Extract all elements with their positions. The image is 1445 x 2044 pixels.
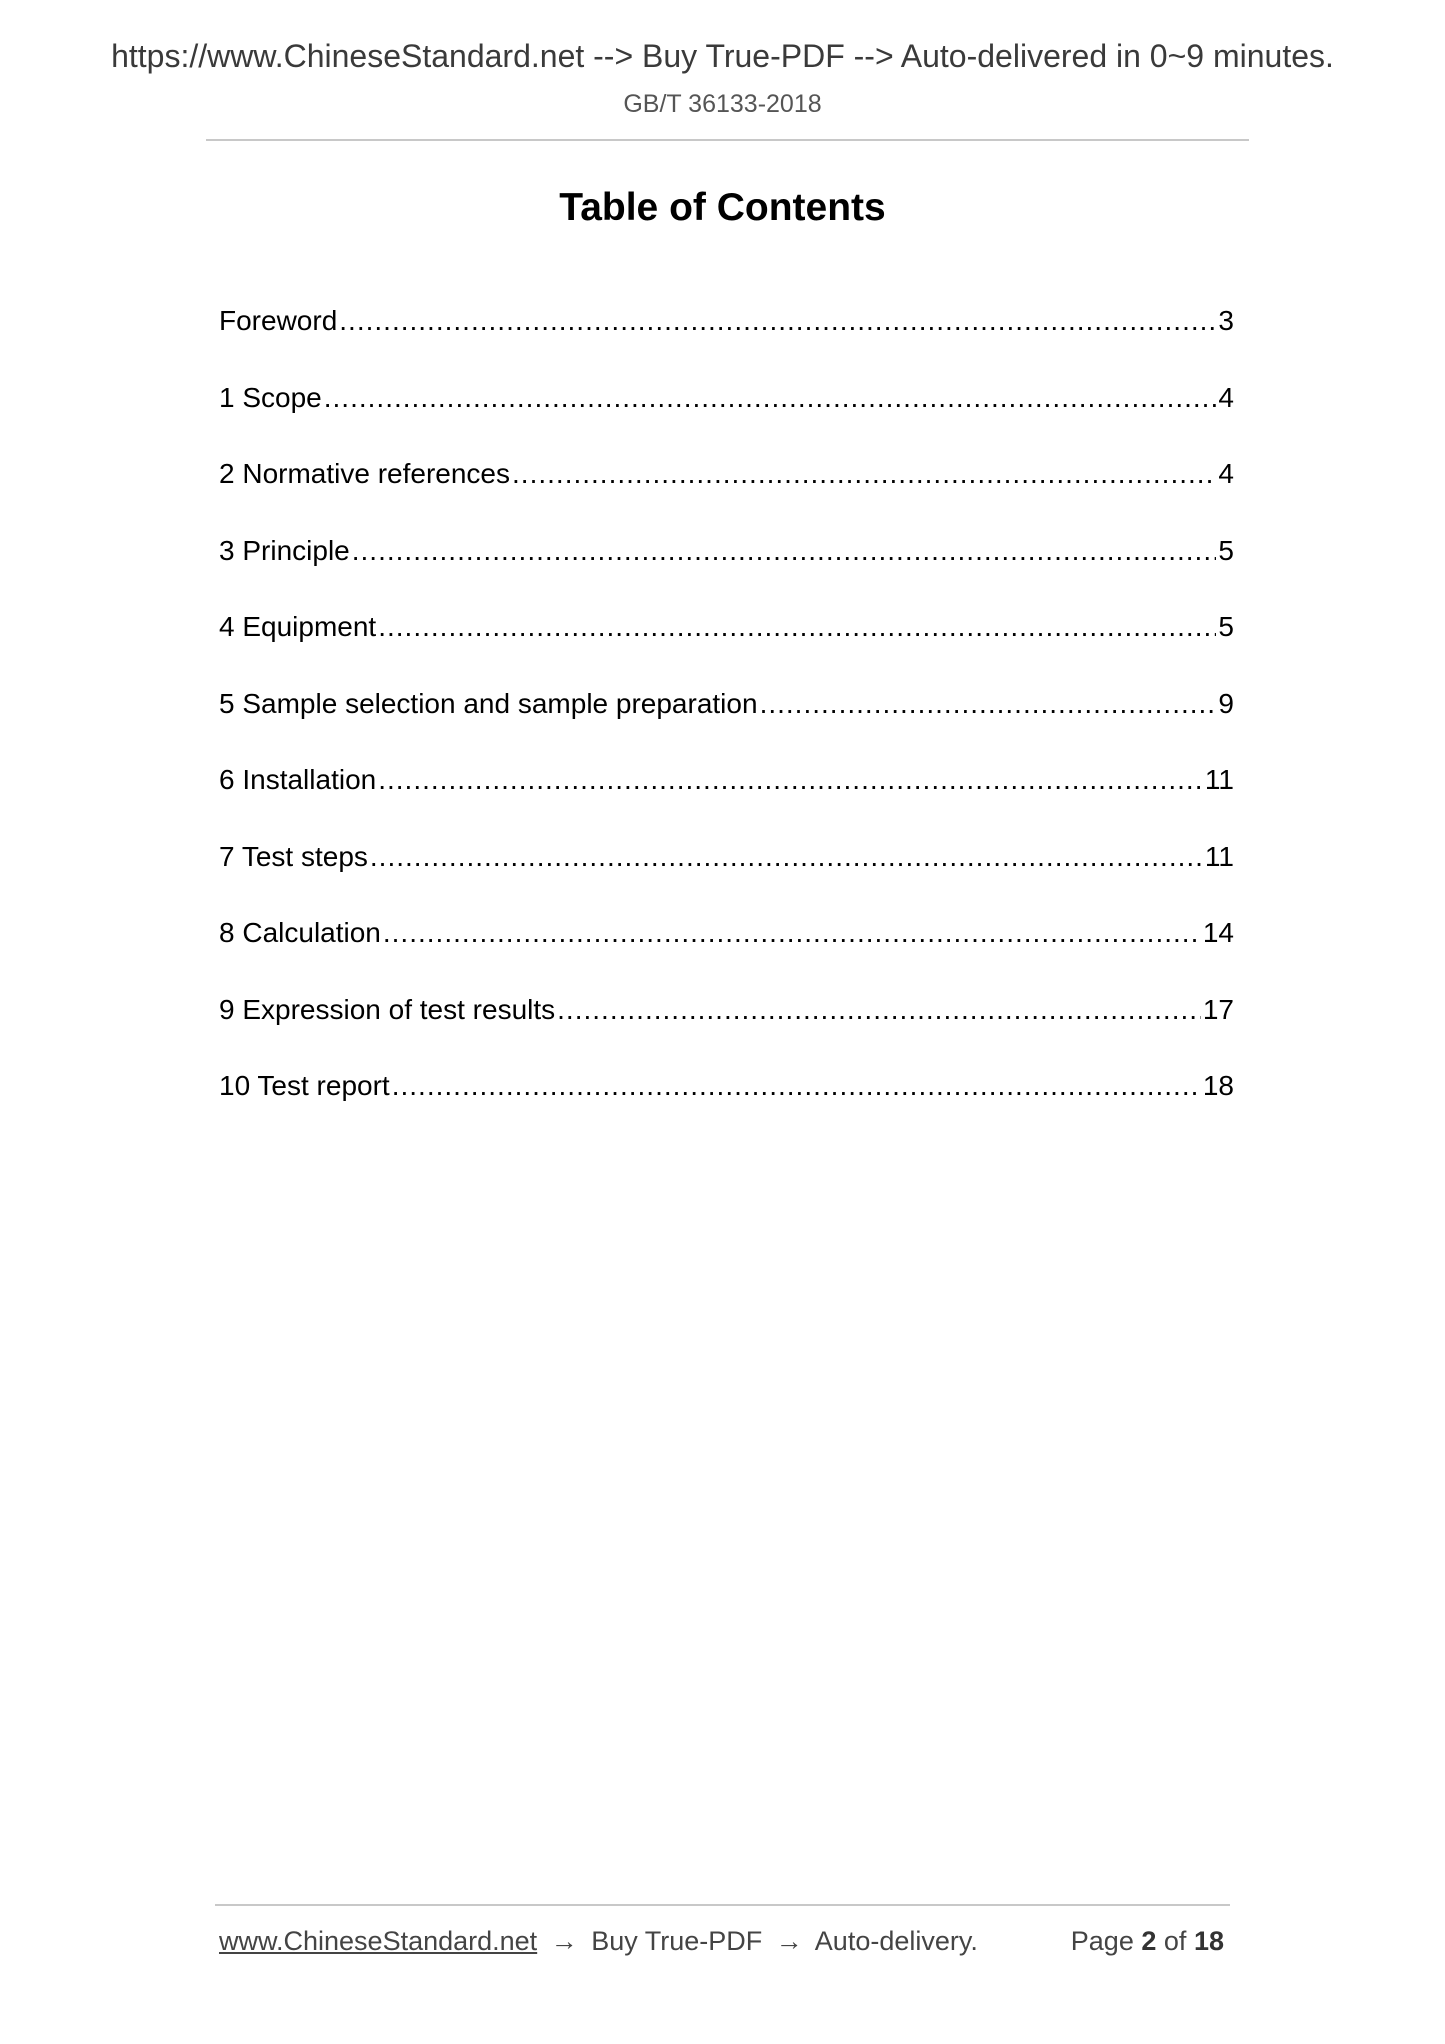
toc-entry-label: 2 Normative references [219, 458, 511, 489]
toc-entry-page: 9 [1218, 687, 1234, 719]
toc-entry-page: 4 [1218, 458, 1234, 489]
toc-entry-scope[interactable] [219, 382, 1234, 459]
toc-entry-label: 7 Test steps [219, 840, 368, 872]
toc-entry-sample-selection[interactable] [219, 688, 1234, 765]
page-footer [219, 1926, 1224, 1957]
toc-entry-test-report[interactable] [219, 1070, 1234, 1147]
toc-dot-leader [557, 994, 1201, 1026]
toc-entry-test-steps[interactable] [219, 841, 1234, 918]
header-banner: https://www.ChineseStandard.net --> Buy True-PDF --> Auto-delivered in 0~9 minutes. [111, 38, 1334, 74]
toc-dot-leader [352, 535, 1217, 567]
toc-entry-page: 11 [1204, 764, 1234, 795]
toc-entry-expression-of-results[interactable] [219, 994, 1234, 1071]
toc-entry-page: 18 [1202, 1070, 1234, 1101]
footer-buy-text: Buy True-PDF [591, 1926, 763, 1956]
page-number-info [1071, 1926, 1224, 1957]
page-total: 18 [1193, 1926, 1224, 1956]
toc-entry-foreword[interactable] [219, 305, 1234, 382]
toc-dot-leader [392, 1070, 1201, 1102]
page-title: Table of Contents [559, 186, 886, 229]
right-arrow-icon: → [550, 1926, 578, 1956]
toc-dot-leader [339, 305, 1216, 337]
toc-dot-leader [378, 764, 1203, 796]
toc-entry-equipment[interactable] [219, 611, 1234, 688]
footer-divider [215, 1904, 1230, 1906]
toc-entry-label: 3 Principle [219, 534, 350, 566]
toc-entry-calculation[interactable] [219, 917, 1234, 994]
page-current: 2 [1141, 1926, 1157, 1956]
toc-entry-label: 5 Sample selection and sample preparation [219, 687, 758, 719]
toc-entry-page: 4 [1218, 381, 1234, 413]
footer-site-link[interactable]: www.ChineseStandard.net [219, 1926, 538, 1956]
toc-dot-leader [760, 688, 1217, 720]
toc-entry-label: Foreword [219, 305, 338, 336]
toc-entry-page: 11 [1204, 840, 1234, 872]
toc-entry-label: 8 Calculation [219, 917, 381, 948]
footer-delivery-text: Auto-delivery. [814, 1926, 978, 1956]
of-word: of [1163, 1926, 1187, 1956]
toc-dot-leader [370, 841, 1203, 873]
page-word: Page [1070, 1926, 1134, 1956]
toc-dot-leader [512, 458, 1216, 490]
toc-entry-page: 5 [1218, 611, 1234, 642]
toc-entry-page: 5 [1218, 534, 1234, 566]
right-arrow-icon: → [775, 1926, 803, 1956]
header-divider [206, 139, 1249, 141]
table-of-contents [219, 305, 1234, 1147]
toc-entry-installation[interactable] [219, 764, 1234, 841]
toc-entry-page: 3 [1218, 305, 1234, 336]
toc-dot-leader [383, 917, 1201, 949]
toc-entry-label: 6 Installation [219, 764, 377, 795]
toc-entry-page: 17 [1202, 993, 1234, 1025]
toc-entry-page: 14 [1202, 917, 1234, 948]
toc-entry-label: 9 Expression of test results [219, 993, 556, 1025]
toc-entry-label: 4 Equipment [219, 611, 377, 642]
toc-entry-normative-references[interactable] [219, 458, 1234, 535]
toc-entry-principle[interactable] [219, 535, 1234, 612]
toc-entry-label: 1 Scope [219, 381, 322, 413]
toc-dot-leader [378, 611, 1216, 643]
toc-dot-leader [324, 382, 1217, 414]
document-code: GB/T 36133-2018 [623, 90, 822, 118]
toc-entry-label: 10 Test report [219, 1070, 390, 1101]
